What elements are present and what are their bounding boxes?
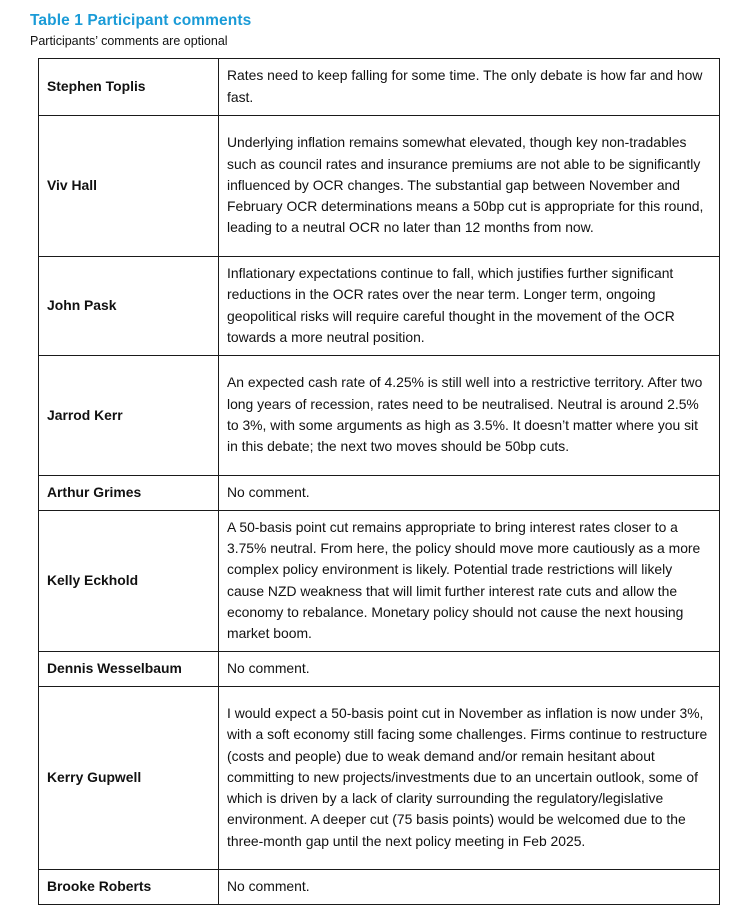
table-row xyxy=(39,59,720,116)
table-title: Table 1 Participant comments xyxy=(30,12,252,29)
participant-comment: A 50-basis point cut remains appropriate to bring interest rates closer to a 3.75% neutral. From here, the policy should move more cautiously as a more complex policy environment is likely. Potential trade restrictions will likely cause NZD weakness that will limit further interest rate cuts and allow the economy to rebalance. Monetary policy should not cause the next housing market boom. xyxy=(219,511,720,652)
participant-comment: Underlying inflation remains somewhat elevated, though key non-tradables such as council rates and insurance premiums are not able to be significantly influenced by OCR changes. The substantial gap between November and February OCR determinations means a 50bp cut is appropriate for this round, leading to a neutral OCR no later than 12 months from now. xyxy=(219,116,720,257)
table-subtitle: Participants’ comments are optional xyxy=(30,34,228,48)
participant-comment: No comment. xyxy=(219,476,720,511)
participant-comment: Inflationary expectations continue to fall, which justifies further significant reductions in the OCR rates over the near term. Longer term, ongoing geopolitical risks will require careful thought in the movement of the OCR towards a more neutral position. xyxy=(219,257,720,356)
table-row xyxy=(39,476,720,511)
participant-comment: Rates need to keep falling for some time. The only debate is how far and how fast. xyxy=(219,59,720,116)
participant-name: Brooke Roberts xyxy=(39,870,219,905)
table-row xyxy=(39,116,720,257)
participant-name: Arthur Grimes xyxy=(39,476,219,511)
participant-name: Stephen Toplis xyxy=(39,59,219,116)
participant-comment: I would expect a 50-basis point cut in November as inflation is now under 3%, with a soft economy still facing some challenges. Firms continue to restructure (costs and people) due to weak demand and/or remain hesitant about committing to new projects/investments due to an uncertain outlook, some of which is driven by a lack of clarity surrounding the regulatory/legislative environment. A deeper cut (75 basis points) would be welcomed due to the three-month gap until the next policy meeting in Feb 2025. xyxy=(219,687,720,870)
participant-name: Dennis Wesselbaum xyxy=(39,652,219,687)
participant-name: Kelly Eckhold xyxy=(39,511,219,652)
table-row xyxy=(39,356,720,476)
participant-name: Viv Hall xyxy=(39,116,219,257)
participant-name: John Pask xyxy=(39,257,219,356)
participant-comment: No comment. xyxy=(219,870,720,905)
table-row xyxy=(39,257,720,356)
table-row xyxy=(39,870,720,905)
participant-comments-table xyxy=(38,58,720,905)
table-row xyxy=(39,687,720,870)
participant-comment: An expected cash rate of 4.25% is still well into a restrictive territory. After two long years of recession, rates need to be neutralised. Neutral is around 2.5% to 3%, with some arguments as high as 3.5%. It doesn’t matter where you sit in this debate; the next two moves should be 50bp cuts. xyxy=(219,356,720,476)
participant-name: Jarrod Kerr xyxy=(39,356,219,476)
table-row xyxy=(39,652,720,687)
participant-comment: No comment. xyxy=(219,652,720,687)
table-row xyxy=(39,511,720,652)
participant-name: Kerry Gupwell xyxy=(39,687,219,870)
